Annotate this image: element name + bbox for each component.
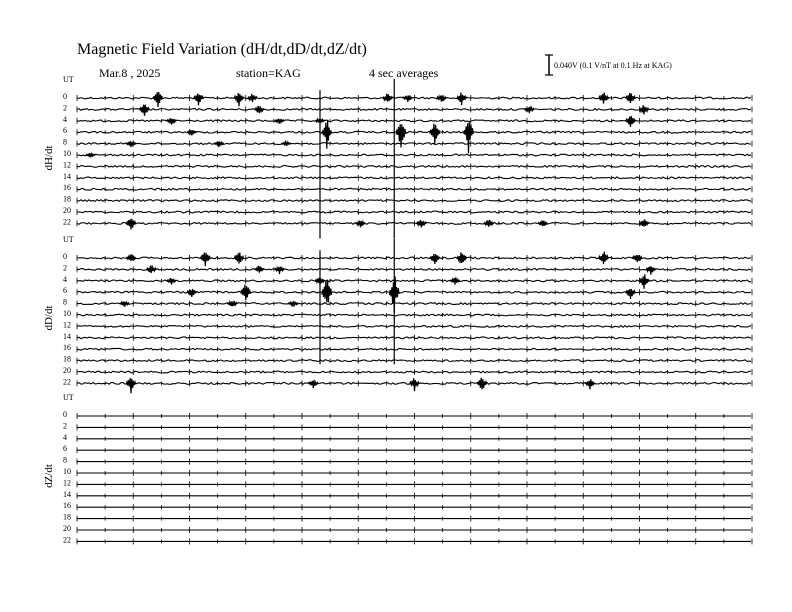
event-burst <box>126 219 136 230</box>
trace-line <box>77 360 751 362</box>
trace-line <box>77 177 751 179</box>
row-label: 10 <box>63 149 71 158</box>
row-label: 20 <box>63 366 71 375</box>
row-label: 20 <box>63 524 71 533</box>
trace-line <box>77 303 751 305</box>
averaging-label: 4 sec averages <box>369 66 439 80</box>
event-burst <box>146 265 156 273</box>
panel-dz-dt <box>43 393 752 544</box>
trace-line <box>77 291 751 293</box>
chart-title: Magnetic Field Variation (dH/dt,dD/dt,dZ/dt) <box>77 41 367 58</box>
event-burst <box>464 122 474 153</box>
ut-axis-label: UT <box>63 235 74 244</box>
event-burst <box>525 106 535 113</box>
event-burst <box>275 119 285 124</box>
row-label: 8 <box>63 455 67 465</box>
row-label: 6 <box>63 444 67 454</box>
event-burst <box>430 254 440 264</box>
event-burst <box>187 130 197 135</box>
row-label: 12 <box>63 320 71 330</box>
row-label: 4 <box>63 432 67 442</box>
trace-line <box>77 120 751 122</box>
event-burst <box>410 378 420 391</box>
event-burst <box>356 221 366 228</box>
event-burst <box>639 105 649 114</box>
event-burst <box>599 93 609 104</box>
event-burst <box>288 301 298 307</box>
row-label: 8 <box>63 297 67 307</box>
event-burst <box>254 266 264 273</box>
event-burst <box>416 220 426 227</box>
panels-group <box>43 75 752 544</box>
event-burst <box>430 124 440 145</box>
row-label: 12 <box>63 160 71 170</box>
row-label: 12 <box>63 478 71 488</box>
scale-label: 0.040V (0.1 V/nT at 0.1 Hz at KAG) <box>554 61 672 70</box>
panel-label: dD/dt <box>43 305 55 331</box>
event-burst <box>639 274 649 288</box>
trace-line <box>77 257 751 259</box>
ut-axis-label: UT <box>63 393 74 402</box>
event-burst <box>167 118 177 124</box>
event-burst <box>167 278 177 285</box>
event-burst <box>194 94 204 106</box>
event-burst <box>457 93 467 105</box>
panel-dd-dt <box>43 235 752 393</box>
event-burst <box>234 93 244 106</box>
event-burst <box>639 219 649 226</box>
row-label: 20 <box>63 206 71 215</box>
event-burst <box>214 141 224 147</box>
event-burst <box>241 285 251 300</box>
event-burst <box>403 96 413 102</box>
event-burst <box>227 301 237 306</box>
panel-label: dZ/dt <box>43 464 55 488</box>
row-label: 0 <box>63 92 67 101</box>
trace-line <box>77 131 751 133</box>
event-burst <box>248 94 258 102</box>
row-label: 8 <box>63 137 67 147</box>
event-burst <box>626 116 636 127</box>
trace-line <box>77 371 751 373</box>
event-burst <box>126 141 136 147</box>
trace-line <box>77 223 751 225</box>
event-burst <box>646 266 656 274</box>
row-label: 10 <box>63 467 71 476</box>
event-burst <box>626 289 636 299</box>
panel-label: dH/dt <box>43 145 55 171</box>
event-burst <box>599 252 609 265</box>
trace-line <box>77 348 751 350</box>
row-label: 2 <box>63 263 67 273</box>
event-burst <box>86 153 96 157</box>
row-label: 16 <box>63 343 71 353</box>
scale-bar <box>545 55 672 75</box>
trace-line <box>77 188 751 190</box>
event-burst <box>457 252 467 263</box>
trace-line <box>77 314 751 316</box>
trace-line <box>77 109 751 111</box>
row-label: 14 <box>63 489 71 499</box>
trace-line <box>77 143 751 145</box>
row-label: 22 <box>63 535 71 545</box>
event-burst <box>126 254 136 261</box>
event-burst <box>200 253 210 267</box>
trace-line <box>77 280 751 282</box>
row-label: 14 <box>63 331 71 341</box>
row-label: 18 <box>63 194 71 204</box>
row-label: 18 <box>63 512 71 522</box>
row-label: 2 <box>63 103 67 113</box>
trace-line <box>77 326 751 328</box>
event-burst <box>626 93 636 103</box>
event-burst <box>187 289 197 297</box>
trace-line <box>77 166 751 168</box>
row-label: 16 <box>63 501 71 511</box>
event-burst <box>126 378 136 393</box>
row-label: 16 <box>63 183 71 193</box>
trace-line <box>77 154 751 156</box>
trace-line <box>77 337 751 339</box>
row-label: 6 <box>63 286 67 296</box>
event-burst <box>633 255 643 262</box>
row-label: 14 <box>63 171 71 181</box>
trace-line <box>77 97 751 99</box>
station-label: station=KAG <box>236 66 301 80</box>
event-burst <box>254 106 264 113</box>
event-burst <box>585 379 595 389</box>
date-label: Mar.8 , 2025 <box>99 66 161 80</box>
row-label: 4 <box>63 274 67 284</box>
row-label: 0 <box>63 410 67 419</box>
row-label: 22 <box>63 377 71 387</box>
trace-line <box>77 200 751 202</box>
event-burst <box>437 95 447 101</box>
event-burst <box>281 142 291 146</box>
row-label: 2 <box>63 421 67 431</box>
event-burst <box>308 380 318 388</box>
row-label: 10 <box>63 309 71 318</box>
row-label: 0 <box>63 252 67 261</box>
row-label: 4 <box>63 114 67 124</box>
event-burst <box>140 105 150 116</box>
event-burst <box>275 267 285 274</box>
event-burst <box>450 277 460 284</box>
event-burst <box>477 378 487 390</box>
panel-dh-dt <box>43 75 752 239</box>
ut-axis-label: UT <box>63 75 74 84</box>
row-label: 22 <box>63 217 71 227</box>
event-burst <box>538 221 548 227</box>
event-burst <box>234 253 244 264</box>
trace-line <box>77 211 751 213</box>
event-burst <box>383 94 393 102</box>
row-label: 18 <box>63 354 71 364</box>
event-burst <box>484 220 494 227</box>
event-burst <box>322 280 332 303</box>
row-label: 6 <box>63 126 67 136</box>
event-burst <box>153 92 163 107</box>
event-burst <box>120 302 130 307</box>
